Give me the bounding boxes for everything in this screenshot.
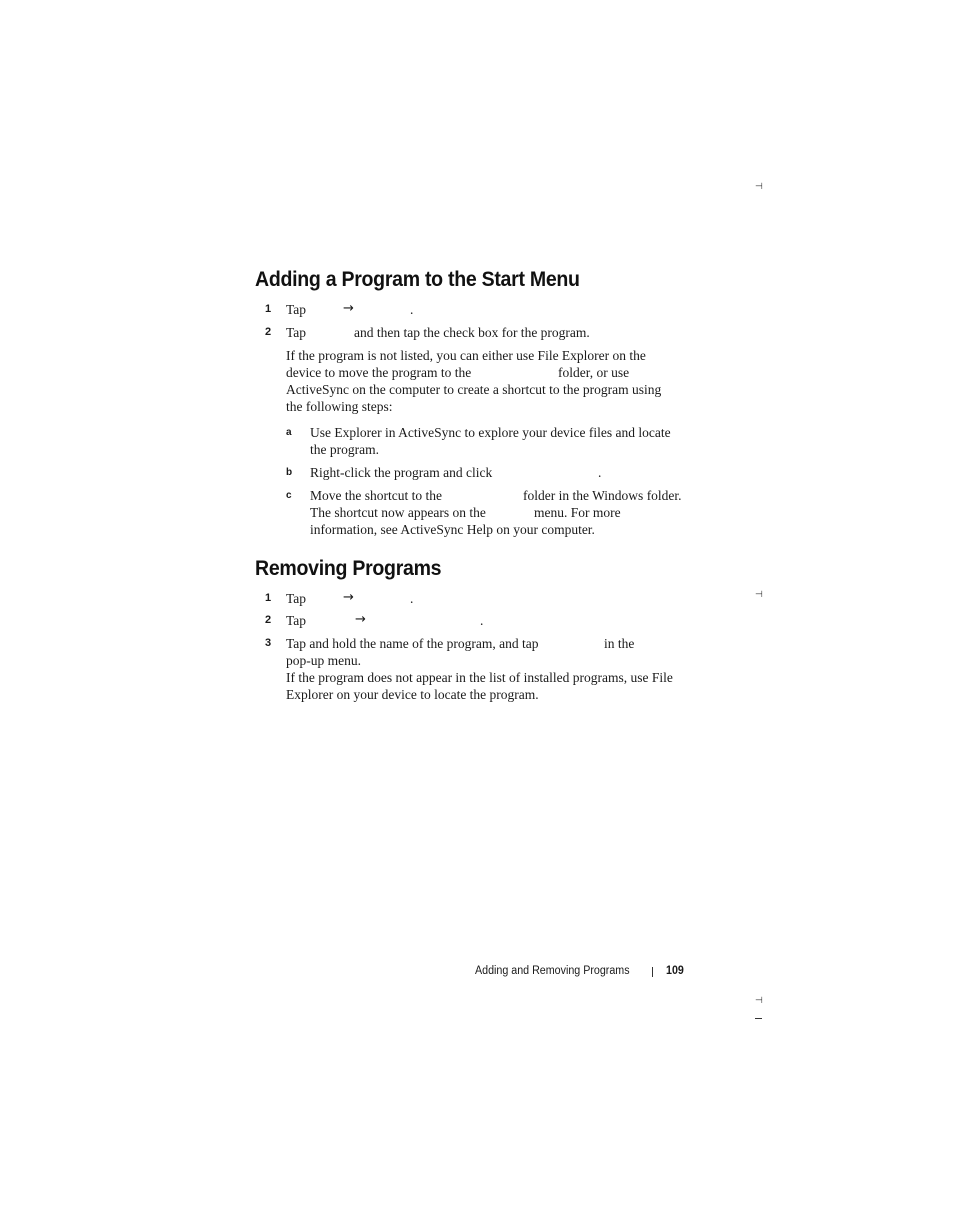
- step-period: .: [410, 302, 414, 317]
- substep-label: c: [286, 490, 292, 501]
- step-text: Explorer on your device to locate the program.: [286, 687, 539, 702]
- substep-text: The shortcut now appears on the: [310, 505, 486, 520]
- step-text: Tap: [286, 591, 307, 606]
- step-text: Tap and hold the name of the program, and tap: [286, 636, 539, 651]
- step-text: Tap: [286, 325, 307, 340]
- step-text: If the program does not appear in the list of installed programs, use File: [286, 670, 673, 685]
- substep-text: folder in the Windows folder.: [523, 488, 682, 503]
- arrow-icon: →: [343, 590, 354, 605]
- paragraph-line: folder, or use: [558, 365, 630, 380]
- step-text: and then tap the check box for the program.: [354, 325, 590, 340]
- paragraph-line: ActiveSync on the computer to create a shortcut to the program using: [286, 382, 662, 397]
- substep-text: information, see ActiveSync Help on your computer.: [310, 522, 595, 537]
- step-period: .: [410, 591, 414, 606]
- section-heading-add-program: Adding a Program to the Start Menu: [255, 268, 580, 291]
- step-text: Tap: [286, 613, 307, 628]
- arrow-icon: →: [343, 301, 354, 316]
- section-heading-removing-programs: Removing Programs: [255, 557, 442, 580]
- substep-text: Use Explorer in ActiveSync to explore your device files and locate: [310, 425, 671, 440]
- page-number: 109: [666, 965, 684, 977]
- step-number: 1: [265, 592, 272, 604]
- paragraph-line: If the program is not listed, you can either use File Explorer on the: [286, 348, 646, 363]
- substep-text: Move the shortcut to the: [310, 488, 442, 503]
- crop-mark-bottom: ⊣: [755, 996, 763, 1006]
- step-period: .: [480, 613, 484, 628]
- step-text: Tap: [286, 302, 307, 317]
- footer-title: Adding and Removing Programs: [475, 965, 630, 977]
- substep-label: b: [286, 467, 293, 478]
- substep-text: the program.: [310, 442, 379, 457]
- substep-text: Right-click the program and click: [310, 465, 493, 480]
- paragraph-line: device to move the program to the: [286, 365, 472, 380]
- step-number: 3: [265, 637, 272, 649]
- substep-period: .: [598, 465, 602, 480]
- crop-mark-top: ⊣: [755, 182, 763, 192]
- step-number: 2: [265, 326, 272, 338]
- substep-label: a: [286, 427, 292, 438]
- step-number: 2: [265, 614, 272, 626]
- crop-mark-line: [755, 1018, 762, 1019]
- step-text: pop-up menu.: [286, 653, 361, 668]
- footer-separator: [652, 967, 653, 977]
- step-number: 1: [265, 303, 272, 315]
- paragraph-line: the following steps:: [286, 399, 393, 414]
- arrow-icon: →: [355, 612, 366, 627]
- step-text: in the: [604, 636, 635, 651]
- crop-mark-middle: ⊣: [755, 590, 763, 600]
- substep-text: menu. For more: [534, 505, 621, 520]
